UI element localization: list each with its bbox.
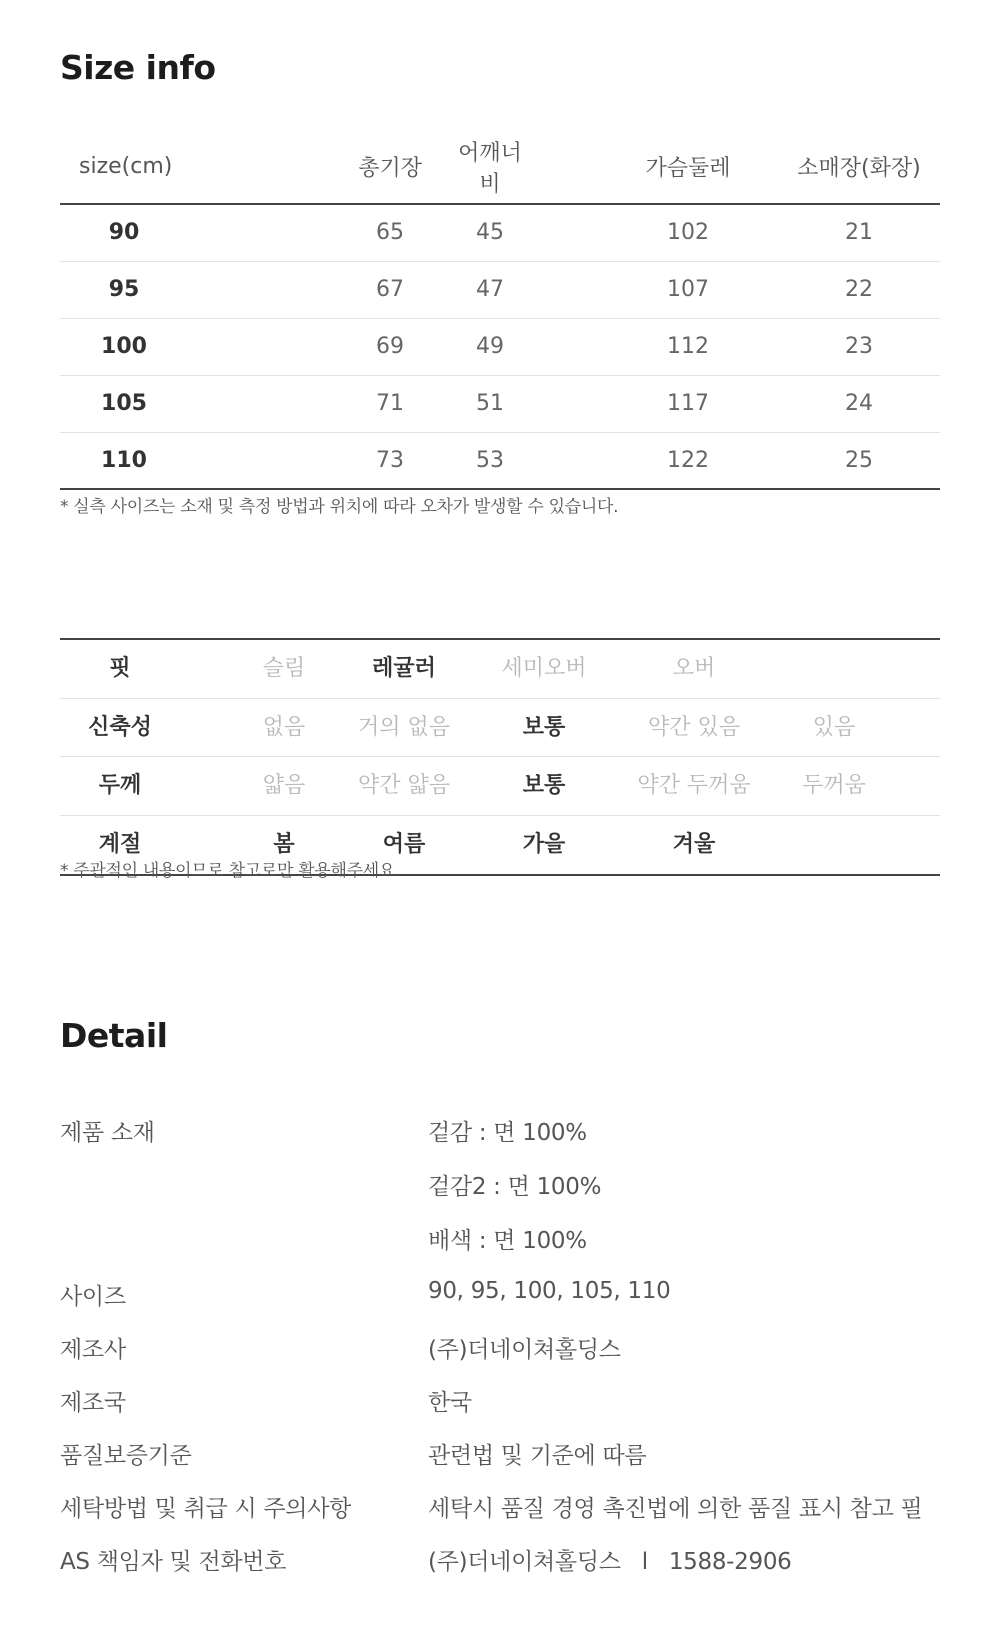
property-option: 약간 두꺼움 [637, 773, 751, 798]
size-cell: 67 [188, 261, 452, 318]
property-option: 약간 얇음 [357, 773, 451, 798]
detail-value: 90, 95, 100, 105, 110 [428, 1278, 671, 1304]
property-label: 계절 [98, 831, 142, 857]
detail-value: (주)더네이쳐홀딩스 l 1588-2906 [428, 1549, 792, 1575]
size-header-sleeve: 소매장(화장) [778, 130, 940, 204]
property-option: 봄 [273, 831, 295, 857]
properties-note: * 주관적인 내용이므로 참고로만 활용해주세요. [60, 861, 401, 881]
property-option: 보통 [522, 773, 566, 798]
property-row [60, 757, 940, 816]
property-option: 얇음 [262, 773, 306, 798]
size-info-title: Size info [60, 48, 216, 87]
size-row-label: 95 [60, 261, 188, 318]
size-cell: 73 [188, 432, 452, 489]
detail-label: 세탁방법 및 취급 시 주의사항 [60, 1496, 352, 1522]
size-header-chest: 가슴둘레 [528, 130, 778, 204]
size-cell: 117 [528, 375, 778, 432]
property-option: 두꺼움 [802, 773, 866, 798]
detail-label: 제조국 [60, 1390, 126, 1416]
property-row [60, 640, 940, 699]
detail-value-material-1: 겉감 : 면 100% [428, 1120, 587, 1146]
size-cell: 25 [778, 432, 940, 489]
size-row-label: 90 [60, 204, 188, 261]
size-table-header-row [60, 130, 940, 204]
size-cell: 24 [778, 375, 940, 432]
size-row-label: 105 [60, 375, 188, 432]
property-row [60, 699, 940, 758]
property-option: 레귤러 [372, 656, 436, 681]
size-cell: 23 [778, 318, 940, 375]
property-option: 가을 [522, 831, 566, 857]
size-cell: 102 [528, 204, 778, 261]
detail-label: AS 책임자 및 전화번호 [60, 1549, 287, 1575]
size-table-row [60, 375, 940, 432]
detail-value-material-3: 배색 : 면 100% [428, 1228, 587, 1254]
size-cell: 45 [452, 204, 528, 261]
detail-value: 한국 [428, 1390, 472, 1416]
size-cell: 53 [452, 432, 528, 489]
detail-label: 품질보증기준 [60, 1443, 192, 1469]
size-cell: 51 [452, 375, 528, 432]
detail-label: 제조사 [60, 1337, 126, 1363]
detail-value: 세탁시 품질 경영 촉진법에 의한 품질 표시 참고 필 [428, 1496, 923, 1522]
size-table-row [60, 204, 940, 261]
size-row-label: 100 [60, 318, 188, 375]
property-option: 있음 [812, 714, 856, 740]
size-header-shoulder: 어깨너비 [452, 130, 528, 204]
size-cell: 69 [188, 318, 452, 375]
property-label: 신축성 [88, 714, 152, 740]
property-option: 세미오버 [501, 656, 587, 681]
detail-label-material: 제품 소재 [60, 1120, 155, 1146]
property-option: 거의 없음 [357, 714, 451, 740]
size-cell: 49 [452, 318, 528, 375]
size-table-row [60, 432, 940, 489]
property-option: 겨울 [672, 831, 716, 857]
size-cell: 71 [188, 375, 452, 432]
size-cell: 22 [778, 261, 940, 318]
property-option: 약간 있음 [647, 714, 741, 740]
property-label: 두께 [98, 773, 142, 798]
size-cell: 65 [188, 204, 452, 261]
size-cell: 107 [528, 261, 778, 318]
size-header-length: 총기장 [188, 130, 452, 204]
size-table-row [60, 261, 940, 318]
detail-value-material-2: 겉감2 : 면 100% [428, 1174, 602, 1200]
property-option: 없음 [262, 714, 306, 740]
size-table [60, 130, 940, 490]
detail-title: Detail [60, 1016, 168, 1055]
size-note: * 실측 사이즈는 소재 및 측정 방법과 위치에 따라 오차가 발생할 수 있습니다. [60, 497, 619, 517]
size-row-label: 110 [60, 432, 188, 489]
property-option: 오버 [672, 656, 716, 681]
property-option: 슬림 [262, 656, 306, 681]
property-option: 여름 [382, 831, 426, 857]
property-option: 보통 [522, 714, 566, 740]
size-cell: 21 [778, 204, 940, 261]
properties-grid [60, 638, 940, 876]
detail-label: 사이즈 [60, 1284, 126, 1310]
size-cell: 112 [528, 318, 778, 375]
size-table-row [60, 318, 940, 375]
size-cell: 47 [452, 261, 528, 318]
size-header-size: size(cm) [60, 130, 188, 204]
size-cell: 122 [528, 432, 778, 489]
detail-value: (주)더네이쳐홀딩스 [428, 1337, 621, 1363]
detail-value: 관련법 및 기준에 따름 [428, 1443, 647, 1469]
property-label: 핏 [109, 656, 131, 681]
